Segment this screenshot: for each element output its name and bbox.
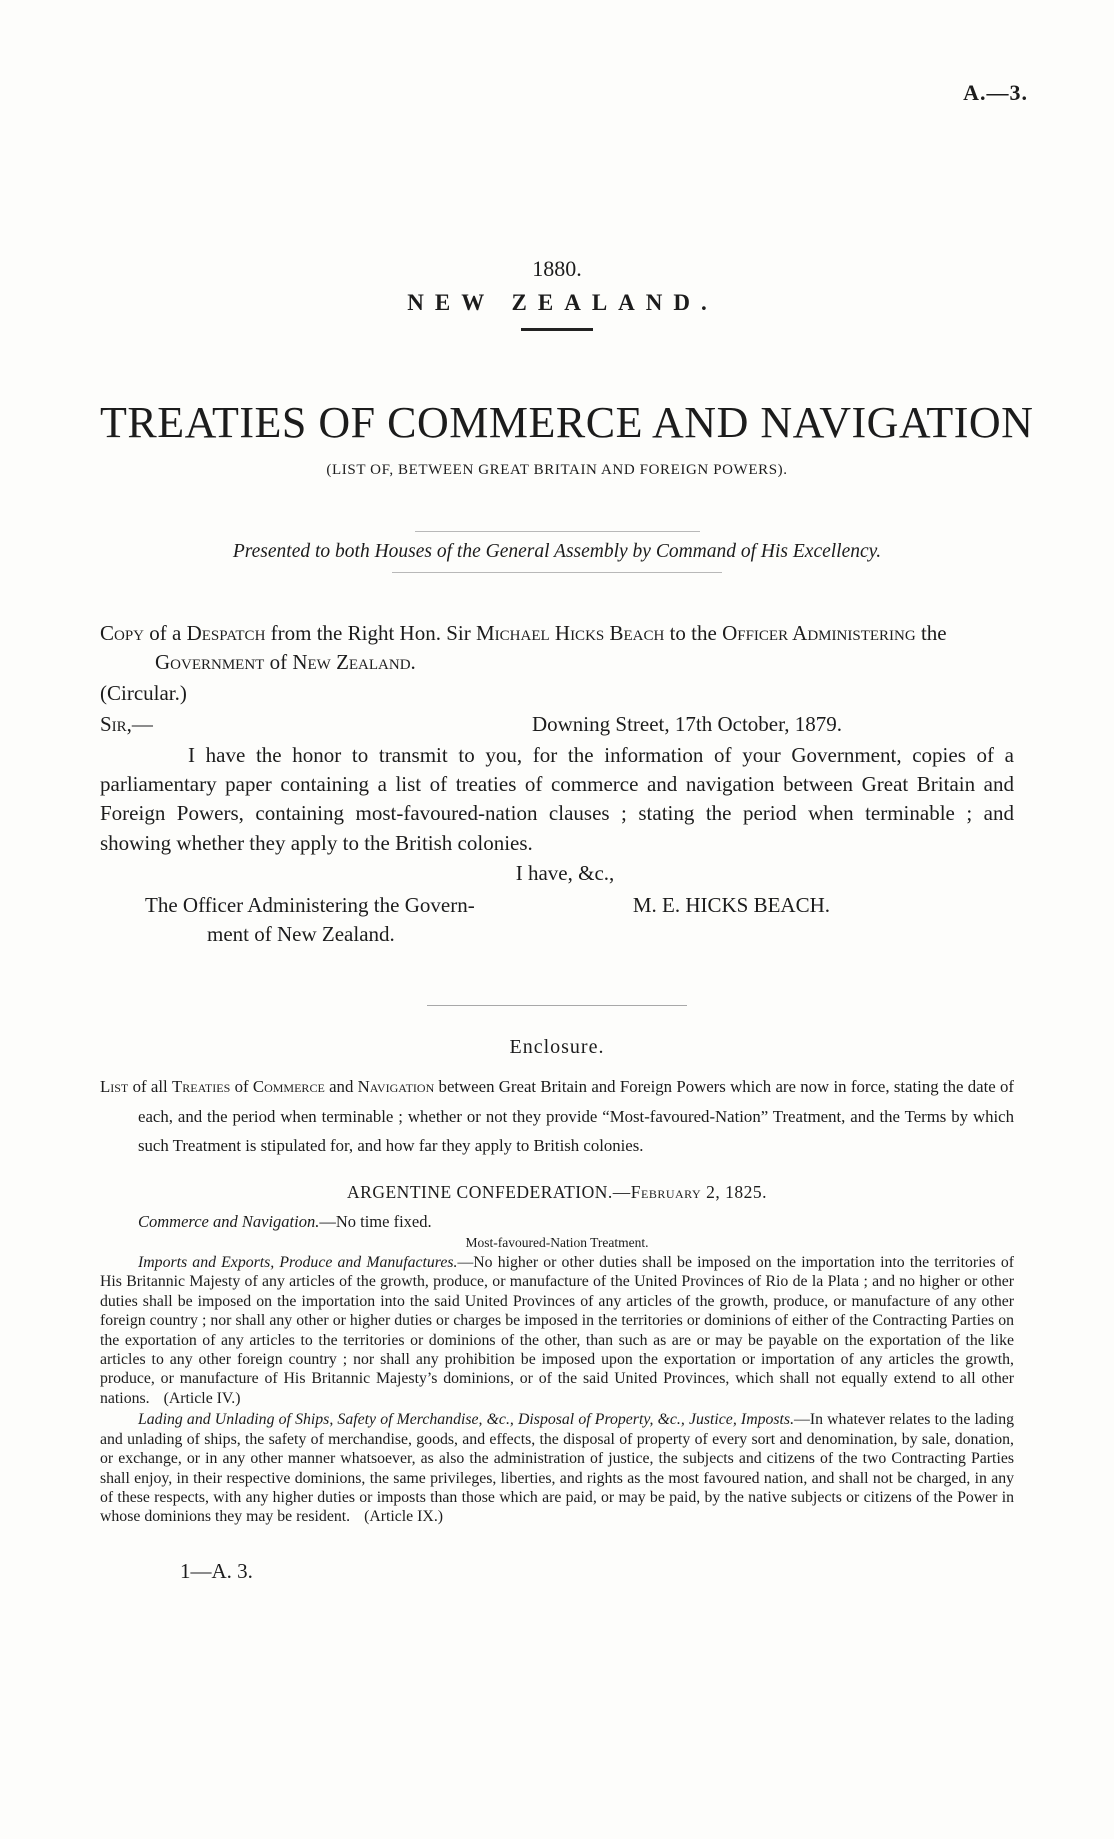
lading-article-ref: (Article IX.) <box>364 1508 444 1526</box>
title-divider <box>521 328 593 331</box>
imports-body: —No higher or other duties shall be imposed on the importation into the territories of His Britannic Majesty of any articles of the growth, produce, or manufacture of the United Provinces of Rio de la Plata ; and no higher or other duties shall be imposed on the importation into the said United Provinces of any articles of the growth, produce, or manufacture of any other foreign country ; nor shall any other or higher duties or charges be imposed in the territories or dominions of either of the Contracting Parties on the exportation of any articles to the territories or dominions of the other, than such as are or may be payable on the exportation of the like articles to any other foreign country ; nor shall any prohibition be imposed upon the exportation or importation of any articles the growth, produce, or manufacture of His Britannic Majesty’s dominions, or of the said United Provinces, which shall not equally extend to all other nations. <box>100 1253 1014 1407</box>
copy-paragraph <box>100 619 1014 678</box>
copy-text: from the Right Hon. Sir <box>265 621 476 645</box>
sender-name: Michael Hicks Beach <box>475 621 665 645</box>
page-number: 1—A. 3. <box>180 1558 253 1583</box>
list-text: and <box>324 1077 358 1097</box>
copy-text: the <box>915 621 947 645</box>
treatment-label: Most-favoured-Nation Treatment. <box>465 1234 649 1250</box>
country-heading: NEW ZEALAND. <box>407 290 718 315</box>
lading-lead: Lading and Unlading of Ships, Safety of Merchandise, &c., Disposal of Property, &c., Justice, Imposts. <box>138 1411 795 1429</box>
addressee-line2: ment of New Zealand. <box>207 921 395 946</box>
commerce-subheading-italic: Commerce and Navigation. <box>138 1211 320 1231</box>
imports-lead: Imports and Exports, Produce and Manufactures. <box>138 1253 458 1271</box>
doc-ref: A.—3. <box>963 80 1028 105</box>
officer-title: Officer Administering <box>722 621 916 645</box>
valediction: I have, &c., <box>515 861 615 886</box>
subtitle: (LIST OF, BETWEEN GREAT BRITAIN AND FOREIGN POWERS). <box>326 462 788 478</box>
addressee-line1: The Officer Administering the Govern- <box>145 892 475 917</box>
argentine-heading <box>100 1182 1014 1203</box>
salutation-row <box>100 710 1014 739</box>
despatch-word: Despatch <box>186 621 266 645</box>
lading-paragraph <box>100 1410 1014 1527</box>
presented-line: Presented to both Houses of the General Assembly by Command of His Excellency. <box>232 541 882 562</box>
navigation-word: Navigation <box>357 1077 435 1097</box>
copy-text: of a <box>144 621 187 645</box>
list-text: between Great Britain and Foreign Powers which are now in force, stating the date of each, and the period when terminable ; whether or not they provide “Most-favoured-Nation” Treatment, and the Terms by which such Treatment is stipulated for, and how far they apply to British colonies. <box>138 1077 1015 1155</box>
list-text: of all <box>128 1077 172 1097</box>
copy-text: of <box>264 650 293 675</box>
signature: M. E. HICKS BEACH. <box>632 892 830 917</box>
argentine-heading-date: 2, 1825. <box>701 1181 767 1202</box>
treaties-word: Treaties <box>172 1077 231 1097</box>
imports-article-ref: (Article IV.) <box>163 1389 241 1407</box>
despatch-letter <box>100 619 1014 949</box>
hairline-bottom <box>392 572 722 573</box>
presented-block <box>100 531 1014 573</box>
signature-row <box>100 891 1014 950</box>
section-divider <box>427 1005 687 1006</box>
copy-word: Copy <box>100 621 145 645</box>
argentine-heading-main: ARGENTINE CONFEDERATION.— <box>347 1181 631 1202</box>
new-zealand-word: New Zealand. <box>292 650 416 675</box>
commerce-word: Commerce <box>252 1077 325 1097</box>
copy-text: to the <box>664 621 723 645</box>
imports-paragraph <box>100 1253 1014 1408</box>
main-title: TREATIES OF COMMERCE AND NAVIGATION <box>100 398 1034 447</box>
commerce-subheading <box>100 1212 1014 1232</box>
lading-body: —In whatever relates to the lading and unlading of ships, the safety of merchandise, goods, and effects, the disposal of property of every sort and denomination, by sale, donation, or exchange, or in any other manner whatsoever, as also the administration of justice, the subjects and citizens of the two Contracting Parties shall enjoy, in their respective dominions, the same privileges, liberties, and rights as the most favoured nation, and shall not be charged, in any of these respects, with any higher duties or imposts than those which are paid, or may be paid, by the native subjects or citizens of the Power in whose dominions they may be resident. <box>100 1411 1014 1526</box>
addressee-block <box>145 891 475 950</box>
letter-body: I have the honor to transmit to you, for the information of your Government, copies of a parliamentary paper containing a list of treaties of commerce and navigation between Great Britain and Foreign Powers, containing most-favoured-nation clauses ; stating the period when terminable ; and showing whether they apply to the British colonies. <box>100 742 1014 855</box>
government-word: Government <box>155 650 265 675</box>
argentine-heading-month: February <box>630 1181 702 1202</box>
dateline: Downing Street, 17th October, 1879. <box>531 712 842 737</box>
circular-note: (Circular.) <box>100 680 187 705</box>
enclosure-heading: Enclosure. <box>509 1036 605 1059</box>
list-text: of <box>230 1077 253 1097</box>
commerce-subheading-rest: —No time fixed. <box>319 1211 432 1231</box>
list-paragraph <box>100 1072 1014 1160</box>
salutation: Sir,— <box>100 712 153 737</box>
list-word: List <box>100 1077 129 1097</box>
year-heading: 1880. <box>532 256 582 281</box>
hairline-top <box>415 531 700 532</box>
